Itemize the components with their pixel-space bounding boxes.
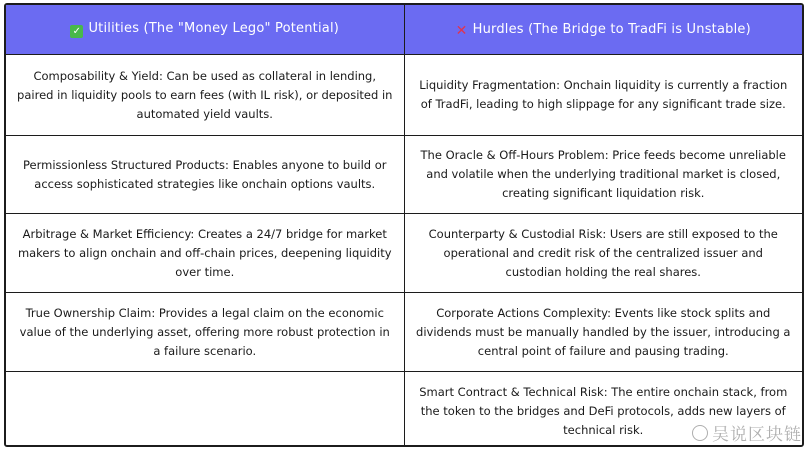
- header-hurdles-label: Hurdles (The Bridge to TradFi is Unstable): [472, 21, 751, 37]
- header-utilities: [6, 5, 404, 55]
- table-header-row: [6, 5, 802, 55]
- table-row: [6, 372, 802, 448]
- hurdle-cell: Smart Contract & Technical Risk: The entire onchain stack, from the token to the bridges and DeFi protocols, adds new layers of technical risk.: [404, 372, 802, 448]
- header-hurdles: [404, 5, 802, 55]
- table-row: [6, 293, 802, 372]
- utility-cell: Arbitrage & Market Efficiency: Creates a 24/7 bridge for market makers to align onchain and off-chain prices, deepening liquidity over time.: [6, 214, 404, 293]
- utility-cell-empty: [6, 372, 404, 448]
- utility-cell: Permissionless Structured Products: Enables anyone to build or access sophisticated strategies like onchain options vaults.: [6, 136, 404, 214]
- table-row: [6, 214, 802, 293]
- table-row: [6, 55, 802, 136]
- checkmark-icon: ✓: [70, 25, 83, 38]
- comparison-table-container: [4, 3, 804, 447]
- cross-icon: ✕: [455, 22, 468, 39]
- utility-cell: Composability & Yield: Can be used as collateral in lending, paired in liquidity pools to earn fees (with IL risk), or deposited in automated yield vaults.: [6, 55, 404, 136]
- comparison-table: [6, 5, 802, 447]
- utility-cell: True Ownership Claim: Provides a legal claim on the economic value of the underlying asset, offering more robust protection in a failure scenario.: [6, 293, 404, 372]
- hurdle-cell: Corporate Actions Complexity: Events like stock splits and dividends must be manually handled by the issuer, introducing a central point of failure and pausing trading.: [404, 293, 802, 372]
- hurdle-cell: Liquidity Fragmentation: Onchain liquidity is currently a fraction of TradFi, leading to high slippage for any significant trade size.: [404, 55, 802, 136]
- header-utilities-label: Utilities (The "Money Lego" Potential): [88, 21, 340, 36]
- table-row: [6, 136, 802, 214]
- watermark-text: 吴说区块链: [712, 425, 802, 445]
- hurdle-cell: The Oracle & Off-Hours Problem: Price feeds become unreliable and volatile when the underlying traditional market is closed, creating significant liquidation risk.: [404, 136, 802, 214]
- hurdle-cell: Counterparty & Custodial Risk: Users are still exposed to the operational and credit risk of the centralized issuer and custodian holding the real shares.: [404, 214, 802, 293]
